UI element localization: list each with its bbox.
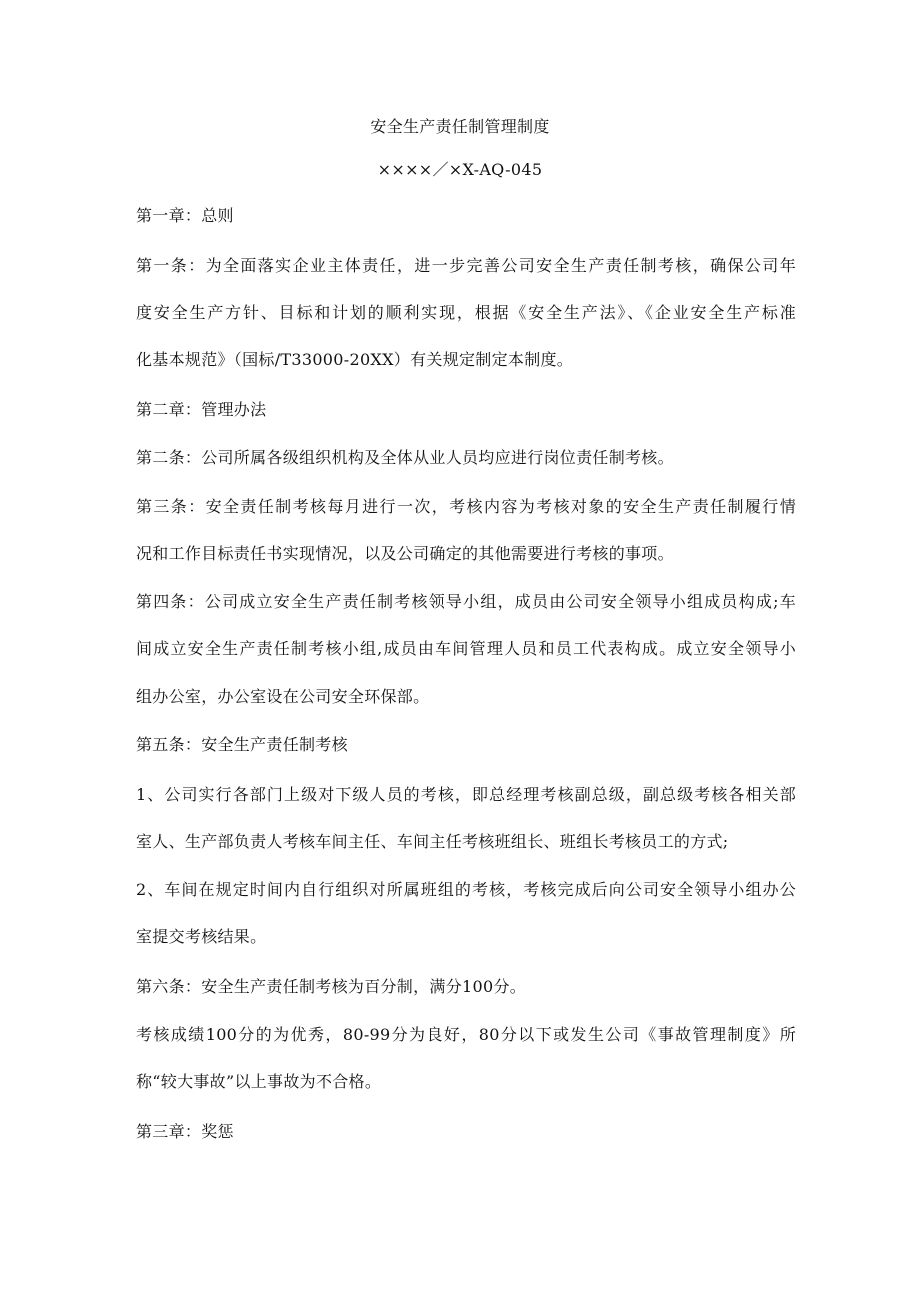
paragraph-line: 间成立安全生产责任制考核小组,成员由车间管理人员和员工代表构成。成立安全领导小: [136, 639, 796, 658]
paragraph-line: 1、公司实行各部门上级对下级人员的考核，即总经理考核副总级，副总级考核各相关部: [136, 785, 796, 804]
chapter-heading: 第一章：总则: [136, 206, 234, 225]
chapter-heading: 第二章：管理办法: [136, 400, 267, 419]
document-title: 安全生产责任制管理制度: [370, 117, 550, 136]
paragraph-line: 第一条：为全面落实企业主体责任，进一步完善公司安全生产责任制考核，确保公司年: [136, 256, 796, 275]
paragraph-line: 称“较大事故”以上事故为不合格。: [136, 1072, 382, 1091]
paragraph-line: 第六条：安全生产责任制考核为百分制，满分100分。: [136, 977, 527, 996]
paragraph-line: 室提交考核结果。: [136, 927, 267, 946]
paragraph-line: 第二条：公司所属各级组织机构及全体从业人员均应进行岗位责任制考核。: [136, 448, 674, 467]
document-code: ××××／×X-AQ-045: [377, 160, 543, 179]
paragraph-line: 组办公室，办公室设在公司安全环保部。: [136, 687, 430, 706]
article-heading: 第五条：安全生产责任制考核: [136, 735, 348, 754]
paragraph-line: 况和工作目标责任书实现情况，以及公司确定的其他需要进行考核的事项。: [136, 544, 674, 563]
paragraph-line: 度安全生产方针、目标和计划的顺利实现，根据《安全生产法》、《企业安全生产标准: [136, 303, 796, 322]
paragraph-line: 考核成绩100分的为优秀，80-99分为良好，80分以下或发生公司《事故管理制度》所: [136, 1025, 796, 1044]
paragraph-line: 第四条：公司成立安全生产责任制考核领导小组，成员由公司安全领导小组成员构成;车: [136, 592, 796, 611]
paragraph-line: 第三条：安全责任制考核每月进行一次，考核内容为考核对象的安全生产责任制履行情: [136, 497, 796, 516]
chapter-heading: 第三章：奖惩: [136, 1122, 234, 1141]
paragraph-line: 2、车间在规定时间内自行组织对所属班组的考核，考核完成后向公司安全领导小组办公: [136, 880, 796, 899]
paragraph-line: 室人、生产部负责人考核车间主任、车间主任考核班组长、班组长考核员工的方式;: [136, 832, 729, 851]
paragraph-line: 化基本规范》（国标/T33000-20XX）有关规定制定本制度。: [136, 350, 574, 369]
